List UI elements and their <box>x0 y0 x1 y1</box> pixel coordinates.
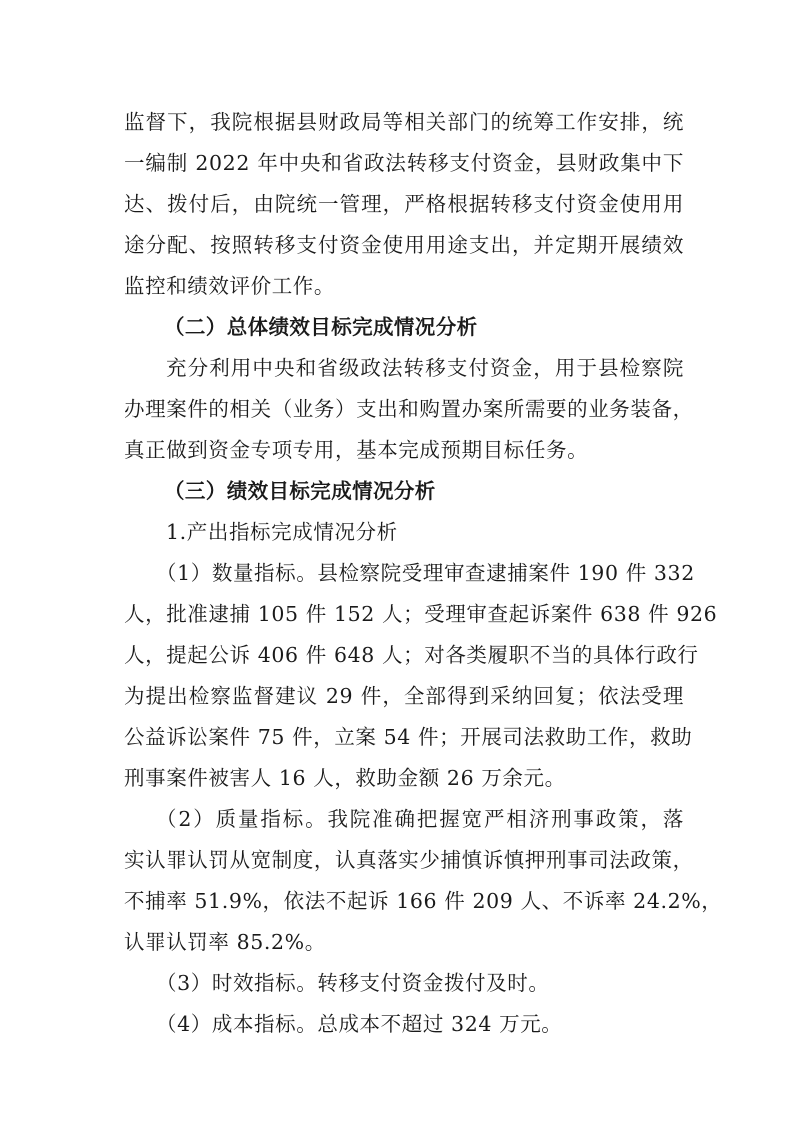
section-heading: （三）绩效目标完成情况分析 <box>164 479 436 503</box>
section-heading: （二）总体绩效目标完成情况分析 <box>164 315 478 339</box>
paragraph-line: 人，提起公诉 406 件 648 人；对各类履职不当的具体行政行 <box>124 643 699 667</box>
paragraph-line: 监控和绩效评价工作。 <box>124 274 335 298</box>
paragraph-line: （4）成本指标。总成本不超过 324 万元。 <box>156 1012 563 1036</box>
paragraph-line: 一编制 2022 年中央和省政法转移支付资金，县财政集中下 <box>124 151 684 175</box>
paragraph-line: （3）时效指标。转移支付资金拨付及时。 <box>156 971 550 995</box>
paragraph-line: 认罪认罚率 85.2%。 <box>124 930 326 954</box>
paragraph-line: 公益诉讼案件 75 件，立案 54 件；开展司法救助工作，救助 <box>124 725 693 749</box>
paragraph-line: 充分利用中央和省级政法转移支付资金，用于县检察院 <box>166 356 684 380</box>
subsection-heading: 1.产出指标完成情况分析 <box>166 520 398 544</box>
paragraph-line: 监督下，我院根据县财政局等相关部门的统筹工作安排，统 <box>124 110 684 134</box>
paragraph-line: 途分配、按照转移支付资金使用用途支出，并定期开展绩效 <box>124 233 684 257</box>
paragraph-line: 办理案件的相关（业务）支出和购置办案所需要的业务装备， <box>124 397 694 421</box>
paragraph-line: 人，批准逮捕 105 件 152 人；受理审查起诉案件 638 件 926 <box>124 602 718 626</box>
paragraph-line: 实认罪认罚从宽制度，认真落实少捕慎诉慎押刑事司法政策， <box>124 848 694 872</box>
paragraph-line: （1）数量指标。县检察院受理审查逮捕案件 190 件 332 <box>156 561 695 585</box>
paragraph-line: 不捕率 51.9%，依法不起诉 166 件 209 人、不诉率 24.2%， <box>124 889 723 913</box>
paragraph-line: 达、拨付后，由院统一管理，严格根据转移支付资金使用用 <box>124 192 684 216</box>
paragraph-line: 刑事案件被害人 16 人，救助金额 26 万余元。 <box>124 766 566 790</box>
paragraph-line: 为提出检察监督建议 29 件，全部得到采纳回复；依法受理 <box>124 684 684 708</box>
paragraph-line: 真正做到资金专项专用，基本完成预期目标任务。 <box>124 438 589 462</box>
paragraph-line: （2）质量指标。我院准确把握宽严相济刑事政策，落 <box>156 807 684 831</box>
